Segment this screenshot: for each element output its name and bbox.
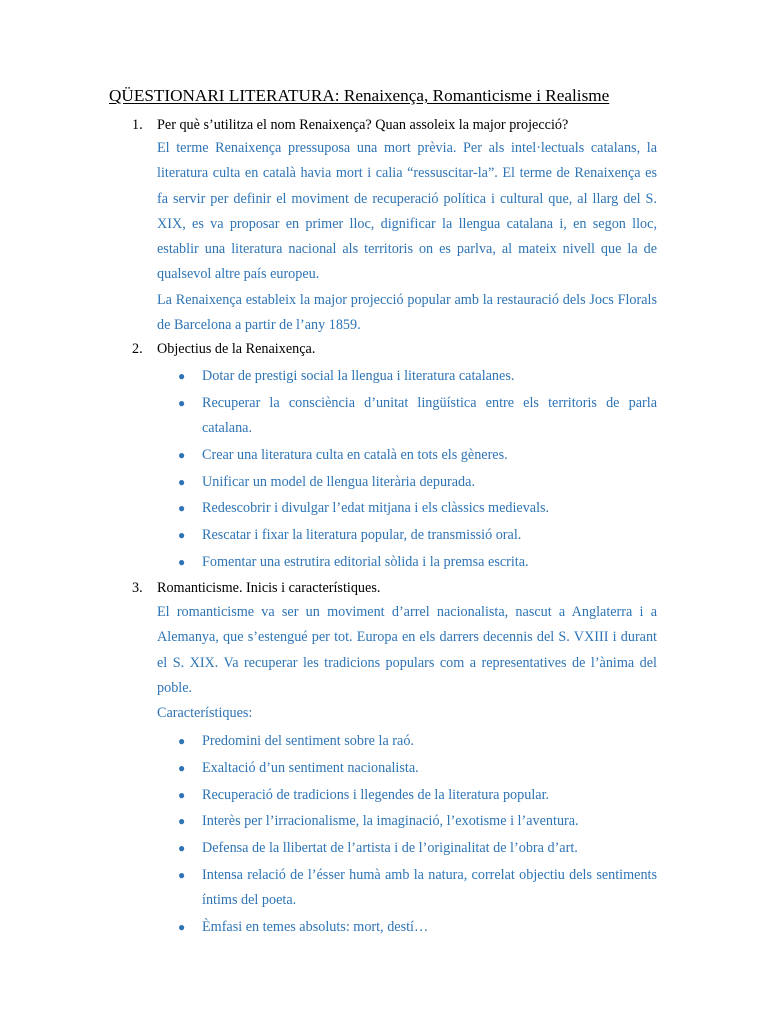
- list-item: ● Èmfasi en temes absoluts: mort, destí…: [157, 915, 657, 940]
- question-text: Romanticisme. Inicis i característiques.: [157, 580, 381, 596]
- answer-1: [157, 136, 657, 338]
- question-number: 1.: [132, 117, 143, 133]
- bullet-icon: ●: [178, 787, 186, 802]
- bullet-icon: ●: [178, 841, 186, 856]
- question-number: 2.: [132, 341, 143, 357]
- answer-paragraph: El romanticisme va ser un moviment d’arrel nacionalista, nascut a Anglaterra i a Alemanya, que s’estengué per tot. Europa en els darrers decennis del S. VXIII i durant el S. XIX. Va recuperar les tradicions populars com a representatives de l’ànima del poble.: [157, 604, 657, 696]
- question-text: Per què s’utilitza el nom Renaixença? Quan assoleix la major projecció?: [157, 117, 569, 133]
- question-number: 3.: [132, 580, 143, 596]
- bullet-icon: ●: [178, 555, 186, 570]
- list-item: ● Exaltació d’un sentiment nacionalista.: [157, 756, 657, 781]
- list-item: ● Crear una literatura culta en català en tots els gèneres.: [157, 443, 657, 468]
- bullet-icon: ●: [178, 814, 186, 829]
- bullet-icon: ●: [178, 474, 186, 489]
- question-3: [132, 580, 380, 597]
- answer-3: [157, 600, 657, 726]
- characteristics-label: Característiques:: [157, 705, 253, 722]
- list-item: ● Predomini del sentiment sobre la raó.: [157, 729, 657, 754]
- bullet-icon: ●: [178, 528, 186, 543]
- list-item: ● Rescatar i fixar la literatura popular, de transmissió oral.: [157, 523, 657, 548]
- bullet-icon: ●: [178, 734, 186, 748]
- bullet-icon: ●: [178, 867, 186, 882]
- answer-paragraph: El terme Renaixença pressuposa una mort prèvia. Per als intel·lectuals catalans, la literatura culta en català havia mort i calia “ressuscitar-la”. El terme de Renaixença es fa servir per definir el moviment de recuperació política i cultural que, al llarg del S. XIX, es va proposar en primer lloc, dignificar la llengua catalana i, en segon lloc, establir una literatura nacional als territoris on es parlva, al mateix nivell que la de qualsevol altre país europeu.: [157, 140, 657, 283]
- list-item: ● Dotar de prestigi social la llengua i literatura catalanes.: [157, 364, 657, 389]
- question-text: Objectius de la Renaixença.: [157, 341, 316, 357]
- list-item: ● Fomentar una estrutira editorial sòlida i la premsa escrita.: [157, 550, 657, 575]
- list-item: ● Recuperar la consciència d’unitat lingüística entre els territoris de parla catalana.: [157, 391, 657, 442]
- bullet-icon: ●: [178, 369, 186, 383]
- characteristics-list: [157, 729, 657, 942]
- bullet-icon: ●: [178, 501, 186, 516]
- list-item: ● Redescobrir i divulgar l’edat mitjana i els clàssics medievals.: [157, 496, 657, 521]
- list-item: ● Unificar un model de llengua literària depurada.: [157, 470, 657, 495]
- question-1: [132, 117, 568, 134]
- list-item: ● Interès per l’irracionalisme, la imaginació, l’exotisme i l’aventura.: [157, 809, 657, 834]
- bullet-icon: ●: [178, 760, 186, 775]
- bullet-icon: ●: [178, 395, 186, 410]
- answer-paragraph: La Renaixença estableix la major projecció popular amb la restauració dels Jocs Florals de Barcelona a partir de l’any 1859.: [157, 291, 657, 334]
- list-item: ● Intensa relació de l’ésser humà amb la natura, correlat objectiu dels sentiments íntims del poeta.: [157, 863, 657, 914]
- page-title: QÜESTIONARI LITERATURA: Renaixença, Romanticisme i Realisme: [109, 86, 610, 105]
- question-2: [132, 341, 315, 358]
- objectives-list: [157, 364, 657, 577]
- list-item: ● Defensa de la llibertat de l’artista i de l’originalitat de l’obra d’art.: [157, 836, 657, 861]
- bullet-icon: ●: [178, 920, 186, 935]
- list-item: ● Recuperació de tradicions i llegendes de la literatura popular.: [157, 783, 657, 808]
- bullet-icon: ●: [178, 447, 186, 462]
